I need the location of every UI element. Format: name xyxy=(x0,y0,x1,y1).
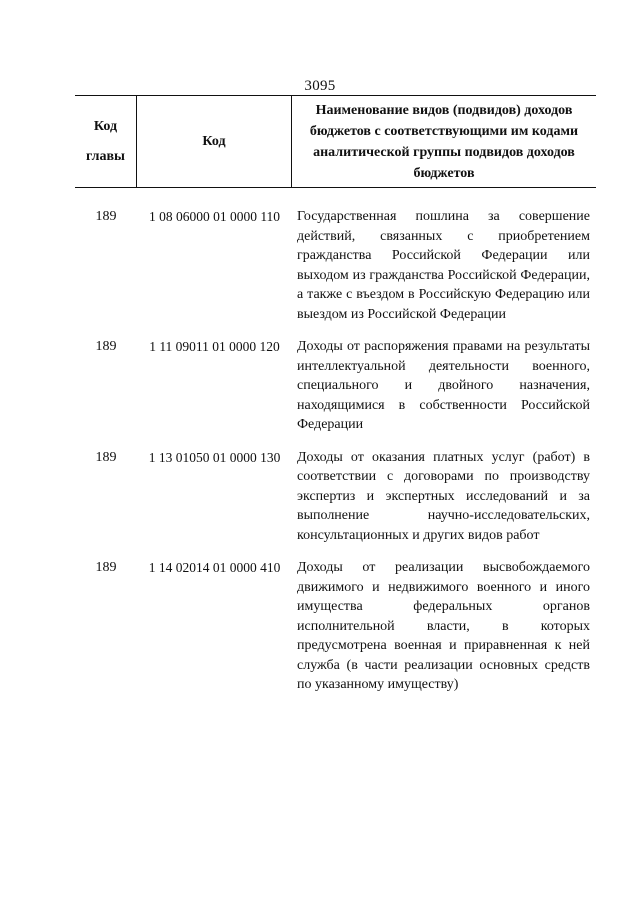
table-header xyxy=(75,95,596,188)
header-name-line-1: Наименование видов (подвидов) доходов xyxy=(315,102,573,118)
table-body xyxy=(75,205,596,706)
header-name-line-2: бюджетов с соответствующими им кодами xyxy=(309,123,579,139)
header-name-line-4: бюджетов xyxy=(413,165,475,181)
header-chapter-line-2: главы xyxy=(86,148,125,164)
chapter-code: 189 xyxy=(95,339,117,354)
header-chapter-code xyxy=(75,96,137,187)
page-number: 3095 xyxy=(304,78,336,94)
header-chapter-line-1: Код xyxy=(93,118,118,134)
budget-code: 1 08 06000 01 0000 110 xyxy=(148,209,281,224)
header-name xyxy=(292,96,596,187)
table-row xyxy=(75,335,596,435)
budget-code: 1 11 09011 01 0000 120 xyxy=(149,339,280,354)
table-row xyxy=(75,205,596,324)
table-row xyxy=(75,446,596,546)
revenue-name: Доходы от оказания платных услуг (работ) в соответствии с договорами по производству экспертиз и экспертных исследований и за выполнение научно-исследовательских, консультационных и других видов работ xyxy=(297,449,590,543)
budget-code: 1 13 01050 01 0000 130 xyxy=(148,449,281,465)
chapter-code: 189 xyxy=(95,209,117,224)
header-code: Код xyxy=(137,96,292,187)
chapter-code: 189 xyxy=(95,560,117,575)
revenue-name: Доходы от распоряжения правами на результаты интеллектуальной деятельности военного, специального и двойного назначения, находящимися в собственности Российской Федерации xyxy=(297,339,590,432)
revenue-name: Доходы от реализации высвобождаемого движимого и недвижимого военного и иного имущества федеральных органов исполнительной власти, в которых предусмотрена военная и приравненная к ней служба (в части реализации основных средств по указанному имуществу) xyxy=(297,560,590,692)
table-row xyxy=(75,556,596,695)
header-name-line-3: аналитической группы подвидов доходов xyxy=(313,144,575,160)
revenue-name: Государственная пошлина за совершение действий, связанных с приобретением гражданства Российской Федерации или выходом из гражданства Российской Федерации, а также с въездом в Российскую Федерацию или выездом из Российской Федерации xyxy=(297,209,590,322)
chapter-code: 189 xyxy=(95,449,117,465)
budget-code: 1 14 02014 01 0000 410 xyxy=(148,560,281,575)
